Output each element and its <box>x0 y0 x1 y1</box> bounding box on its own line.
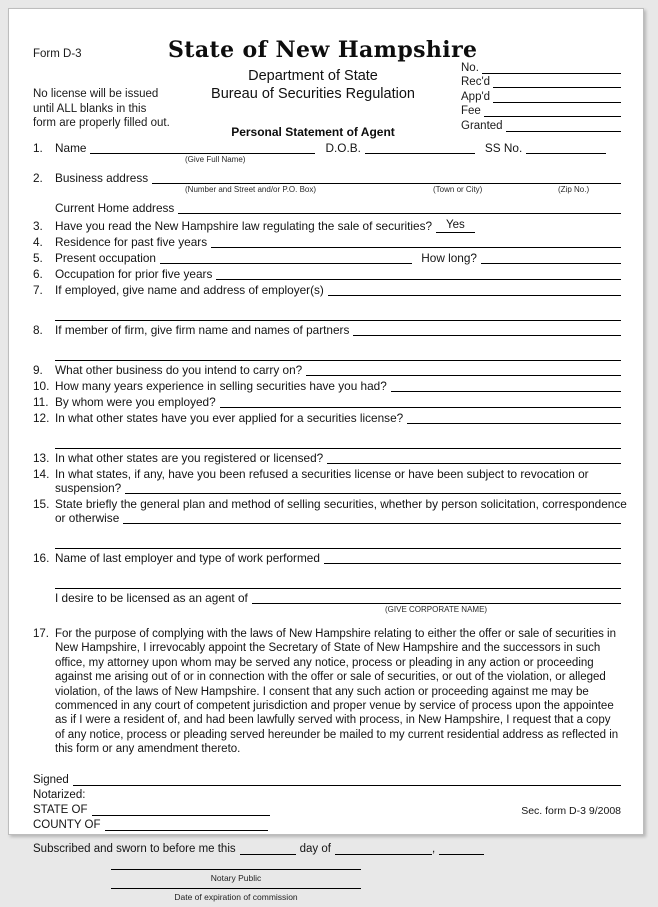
county-of-row <box>33 816 621 831</box>
form-header <box>33 29 621 139</box>
question-8 <box>33 323 621 337</box>
question-7 <box>33 283 621 297</box>
question-2 <box>33 171 621 185</box>
question-2-number: 2. <box>33 171 43 185</box>
question-10-label: How many years experience in selling securities have you had? <box>55 379 387 393</box>
department-name: Department of State <box>248 68 378 84</box>
receipt-row-appd <box>461 88 621 103</box>
bureau-name: Bureau of Securities Regulation <box>211 86 415 102</box>
receipt-label-no: No. <box>461 61 479 74</box>
question-13-number: 13. <box>33 451 50 465</box>
corporate-name-caption-row <box>33 605 621 616</box>
question-7-number: 7. <box>33 283 43 297</box>
question-3-number: 3. <box>33 219 43 233</box>
notice-line-2: until ALL blanks in this <box>33 102 147 115</box>
desire-licensed-row <box>33 591 621 605</box>
question-15-line2 <box>33 511 621 525</box>
town-caption: (Town or City) <box>433 185 483 194</box>
question-16 <box>33 551 621 565</box>
question-13 <box>33 451 621 465</box>
license-notice <box>33 87 170 131</box>
page-title: Personal Statement of Agent <box>231 125 395 139</box>
state-of-input[interactable] <box>92 804 270 816</box>
state-title: State of New Hampshire <box>168 37 478 63</box>
desire-licensed-label: I desire to be licensed as an agent of <box>55 591 248 605</box>
question-16-continuation-input[interactable] <box>55 577 621 589</box>
employer-name-address-input[interactable] <box>328 284 621 296</box>
question-3 <box>33 218 621 233</box>
prior-occupation-input[interactable] <box>216 268 621 280</box>
receipt-row-fee <box>461 103 621 118</box>
question-16-number: 16. <box>33 551 50 565</box>
form-content <box>33 29 627 902</box>
question-16-label: Name of last employer and type of work performed <box>55 551 320 565</box>
question-7-label: If employed, give name and address of employer(s) <box>55 283 324 297</box>
receipt-field-appd[interactable] <box>493 91 621 103</box>
states-applied-input[interactable] <box>407 412 621 424</box>
question-12-number: 12. <box>33 411 50 425</box>
how-long-input[interactable] <box>481 252 621 264</box>
question-2-label: Business address <box>55 171 149 185</box>
question-4-number: 4. <box>33 235 43 249</box>
question-17-number: 17. <box>33 628 49 640</box>
business-address-input[interactable] <box>152 172 621 184</box>
question-12 <box>33 411 621 425</box>
notarized-label: Notarized: <box>33 788 86 801</box>
receipt-label-granted: Granted <box>461 119 503 132</box>
receipt-row-granted <box>461 117 621 132</box>
receipt-field-fee[interactable] <box>484 105 621 117</box>
question-10-number: 10. <box>33 379 50 393</box>
notarized-row <box>33 786 621 801</box>
question-17 <box>33 627 621 757</box>
last-employer-input[interactable] <box>324 552 621 564</box>
question-1-caption-row <box>33 155 621 166</box>
question-11 <box>33 395 621 409</box>
signed-label: Signed <box>33 773 69 786</box>
signed-row <box>33 771 621 786</box>
question-10 <box>33 379 621 393</box>
residence-five-years-input[interactable] <box>211 236 621 248</box>
question-7-continuation-input[interactable] <box>55 309 621 321</box>
question-4-label: Residence for past five years <box>55 235 208 249</box>
form-page <box>8 8 644 902</box>
question-11-label: By whom were you employed? <box>55 395 216 409</box>
notary-signature-area <box>111 869 361 907</box>
question-15-label-line2: or otherwise <box>55 511 120 525</box>
receipt-row-recd <box>461 74 621 89</box>
question-1-number: 1. <box>33 141 43 155</box>
form-footer: Sec. form D-3 9/2008 <box>521 805 621 817</box>
name-input[interactable] <box>90 142 315 154</box>
receipt-label-appd: App'd <box>461 90 491 103</box>
commission-expiration-caption: Date of expiration of commission <box>174 891 298 902</box>
street-caption: (Number and Street and/or P.O. Box) <box>185 185 317 194</box>
current-home-address-input[interactable] <box>178 202 621 214</box>
sworn-year-input[interactable] <box>439 843 484 855</box>
question-14-line2 <box>33 481 621 495</box>
question-2-caption-row <box>33 185 621 196</box>
question-15-continuation-input[interactable] <box>55 537 621 549</box>
ssno-label: SS No. <box>484 141 523 155</box>
states-refused-input[interactable] <box>125 482 621 494</box>
question-9 <box>33 363 621 377</box>
sworn-day-input[interactable] <box>240 843 296 855</box>
county-of-label: COUNTY OF <box>33 818 101 831</box>
years-experience-input[interactable] <box>391 380 621 392</box>
county-of-input[interactable] <box>105 819 268 831</box>
question-1-label: Name <box>55 141 87 155</box>
question-6-label: Occupation for prior five years <box>55 267 213 281</box>
question-12-label: In what other states have you ever applied for a securities license? <box>55 411 404 425</box>
question-6-number: 6. <box>33 267 43 281</box>
question-8-continuation-input[interactable] <box>55 349 621 361</box>
receipt-field-recd[interactable] <box>493 76 621 88</box>
states-registered-input[interactable] <box>327 452 621 464</box>
question-14-label-line1: In what states, if any, have you been refused a securities license or have been subject to revocation or <box>55 467 589 481</box>
question-3-label: Have you read the New Hampshire law regulating the sale of securities? <box>55 219 433 233</box>
how-long-label: How long? <box>421 251 477 265</box>
question-1 <box>33 141 621 155</box>
question-12-continuation-input[interactable] <box>55 437 621 449</box>
employed-by-whom-input[interactable] <box>220 396 621 408</box>
sworn-prefix-label: Subscribed and sworn to before me this <box>33 842 236 855</box>
sworn-row <box>33 840 621 855</box>
form-identifier: Form D-3 <box>33 48 82 60</box>
dob-label: D.O.B. <box>325 141 361 155</box>
question-5-label: Present occupation <box>55 251 156 265</box>
receipt-field-no[interactable] <box>482 62 621 74</box>
other-business-input[interactable] <box>306 364 621 376</box>
selling-plan-input[interactable] <box>123 512 621 524</box>
notary-public-caption: Notary Public <box>210 872 262 883</box>
question-14-number: 14. <box>33 467 50 481</box>
current-home-address-label: Current Home address <box>55 201 175 215</box>
question-5-number: 5. <box>33 251 43 265</box>
question-15-label-line1: State briefly the general plan and method of selling securities, whether by person solicitation, correspondence <box>55 497 627 511</box>
receipt-row-no <box>461 59 621 74</box>
question-6 <box>33 267 621 281</box>
notice-line-3: form are properly filled out. <box>33 117 170 129</box>
receipt-box <box>461 59 621 132</box>
sworn-mid-label: day of <box>299 842 331 855</box>
current-home-address-row <box>33 201 621 215</box>
corporate-name-input[interactable] <box>252 592 621 604</box>
question-14 <box>33 467 621 481</box>
dob-input[interactable] <box>365 142 475 154</box>
sworn-month-input[interactable] <box>335 843 432 855</box>
question-13-label: In what other states are you registered or licensed? <box>55 451 324 465</box>
present-occupation-input[interactable] <box>160 252 412 264</box>
state-of-label: STATE OF <box>33 803 88 816</box>
question-9-label: What other business do you intend to carry on? <box>55 363 303 377</box>
signed-input[interactable] <box>73 774 621 786</box>
question-14-label-line2: suspension? <box>55 481 122 495</box>
sworn-comma: , <box>431 842 436 855</box>
question-8-label: If member of firm, give firm name and names of partners <box>55 323 350 337</box>
receipt-label-fee: Fee <box>461 105 481 117</box>
read-nh-law-input[interactable]: Yes <box>436 218 475 233</box>
signature-block <box>33 771 621 907</box>
question-15 <box>33 497 627 511</box>
receipt-field-granted[interactable] <box>506 120 621 132</box>
question-17-body: For the purpose of complying with the laws of New Hampshire relating to either the offer or sale of securities in New Hampshire, I irrevocably appoint the Secretary of State of New Hampshire and the successors in such office, my attorney upon whom may be served any notice, process or pleading in any action or proceeding against me arising out of or in connection with the offer or sale of securities, or out of the violation, or alleged violation, of the laws of New Hampshire. I consent that any such action or proceeding against me may be commenced in any court of competent jurisdiction and proper venue by service of process upon the appointee as if I were a resident of, and had been lawfully served with process, in New Hampshire, I request that a copy of any notice, process or pleading served hereunder be mailed to my current residential address as reflected in this form or any amendment thereto. <box>55 628 619 756</box>
question-11-number: 11. <box>33 395 49 409</box>
firm-partners-input[interactable] <box>353 324 621 336</box>
zip-caption: (Zip No.) <box>558 185 590 194</box>
question-9-number: 9. <box>33 363 43 377</box>
give-full-name-caption: (Give Full Name) <box>185 155 246 164</box>
question-15-number: 15. <box>33 497 50 511</box>
give-corporate-name-caption: (GIVE CORPORATE NAME) <box>385 605 488 614</box>
notice-line-1: No license will be issued <box>33 88 159 100</box>
question-8-number: 8. <box>33 323 43 337</box>
receipt-label-recd: Rec'd <box>461 76 491 88</box>
ssno-input[interactable] <box>526 142 606 154</box>
question-4 <box>33 235 621 249</box>
question-5 <box>33 251 621 265</box>
